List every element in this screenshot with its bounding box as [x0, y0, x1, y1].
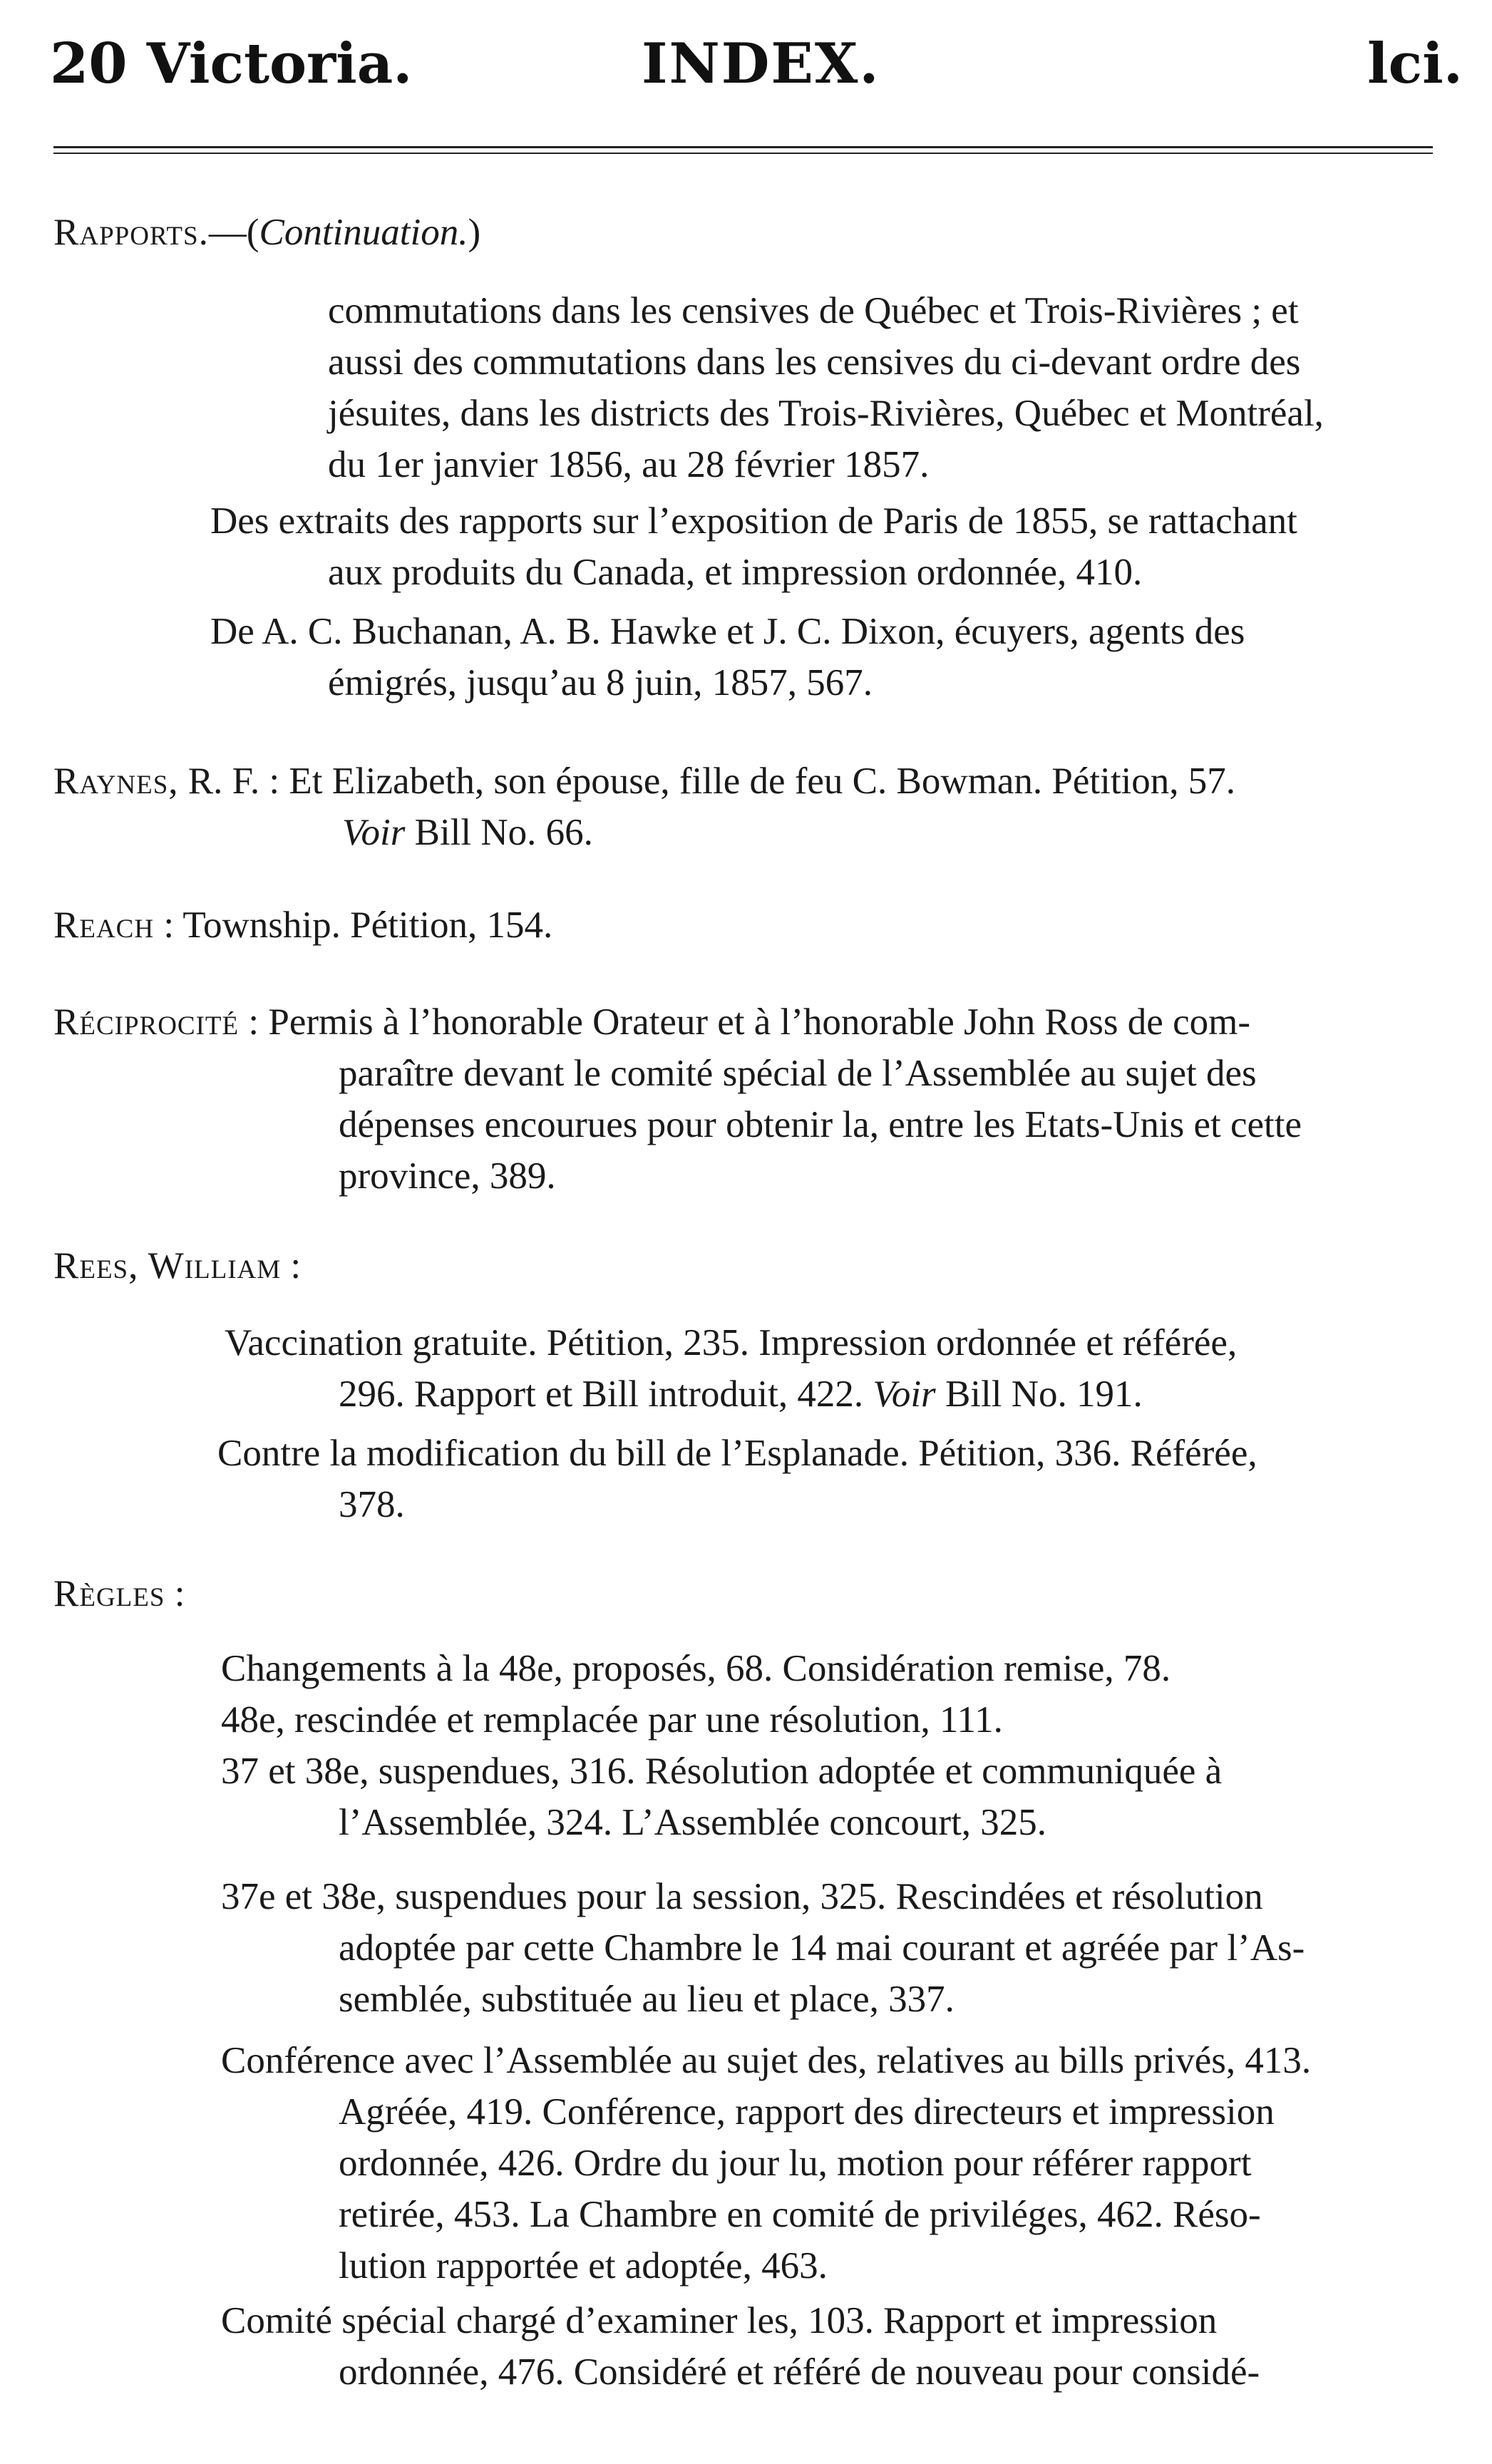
text-line: Bill No. 66.	[405, 812, 593, 853]
text-line: aux produits du Canada, et impression ordonnée, 410.	[328, 552, 1143, 593]
entry-raynes	[53, 756, 1235, 807]
entry-regles-text-2b	[339, 1922, 1305, 2025]
text-line: Agréée, 419. Conférence, rapport des directeurs et impression	[339, 2091, 1275, 2133]
text-line: 378.	[339, 1484, 405, 1525]
text-line: aussi des commutations dans les censives du ci-devant ordre des	[328, 341, 1301, 383]
entry-regles-text-1	[221, 1643, 1222, 1797]
text-line: ordonnée, 476. Considéré et référé de nouveau pour considé-	[339, 2351, 1260, 2393]
text-line: 48e, rescindée et remplacée par une résolution, 111.	[221, 1699, 1003, 1741]
entry-regles-text-3a	[221, 2035, 1311, 2086]
text-line: De A. C. Buchanan, A. B. Hawke et J. C. Dixon, écuyers, agents des	[210, 611, 1245, 652]
entry-regles-text-4a	[221, 2295, 1217, 2346]
text-line: retirée, 453. La Chambre en comité de priviléges, 462. Réso-	[339, 2194, 1261, 2235]
entry-heading-close: )	[468, 212, 481, 253]
text-line: dépenses encourues pour obtenir la, entre les Etats-Unis et cette	[339, 1104, 1302, 1145]
entry-regles-text-4b	[339, 2346, 1260, 2398]
entry-reciprocite	[53, 996, 1250, 1048]
text-line: Comité spécial chargé d’examiner les, 103. Rapport et impression	[221, 2300, 1218, 2341]
text-line: 296. Rapport et Bill introduit, 422.	[339, 1373, 873, 1415]
entry-rees-text-1b	[339, 1368, 1143, 1420]
entry-regles-heading	[53, 1568, 185, 1619]
entry-rapports-text-2b	[328, 547, 1142, 598]
entry-heading: Rapports.	[53, 212, 209, 253]
text-line: Contre la modification du bill de l’Esplanade. Pétition, 336. Référée,	[217, 1433, 1257, 1474]
entry-heading: Reach	[53, 904, 155, 946]
text-line: : Permis à l’honorable Orateur et à l’honorable John Ross de com-	[239, 1001, 1250, 1043]
text-line: province, 389.	[339, 1155, 556, 1197]
text-line: commutations dans les censives de Québec et Trois-Rivières ; et	[328, 290, 1299, 331]
entry-reach	[53, 899, 552, 951]
text-line: jésuites, dans les districts des Trois-Rivières, Québec et Montréal,	[328, 393, 1324, 434]
text-line: ordonnée, 426. Ordre du jour lu, motion pour référer rapport	[339, 2143, 1252, 2184]
entry-rees-text-1a	[225, 1317, 1237, 1368]
text-line: 37 et 38e, suspendues, 316. Résolution adoptée et communiquée à	[221, 1751, 1223, 1792]
text-line: semblée, substituée au lieu et place, 337.	[339, 1979, 955, 2020]
entry-rapports-text-3b	[328, 657, 873, 708]
text-line: adoptée par cette Chambre le 14 mai courant et agréée par l’As-	[339, 1927, 1305, 1969]
entry-rapports-text-3a	[210, 606, 1245, 657]
text-line: paraître devant le comité spécial de l’Assemblée au sujet des	[339, 1053, 1257, 1094]
text-line: Bill No. 191.	[935, 1373, 1143, 1415]
entry-reciprocite-cont	[339, 1048, 1302, 1202]
entry-heading: Rees, William	[53, 1245, 282, 1287]
header-volume: 20 Victoria.	[50, 31, 413, 96]
entry-heading: Raynes,	[53, 761, 179, 802]
entry-rapports-text-2a	[210, 495, 1297, 547]
entry-rees-heading	[53, 1240, 301, 1292]
entry-rapports-heading	[53, 207, 480, 258]
header-page-number: lci.	[1367, 31, 1463, 96]
header-rule	[53, 146, 1433, 148]
header-title: INDEX.	[642, 31, 880, 96]
entry-regles-text-2a	[221, 1871, 1263, 1922]
text-line: Conférence avec l’Assemblée au sujet des, relatives au bills privés, 413.	[221, 2040, 1312, 2081]
text-line: émigrés, jusqu’au 8 juin, 1857, 567.	[328, 662, 873, 703]
entry-rees-text-2a	[217, 1428, 1257, 1479]
text-line: l’Assemblée, 324. L’Assemblée concourt, 325.	[339, 1802, 1047, 1843]
entry-rees-text-2b	[339, 1479, 405, 1530]
text-line: lution rapportée et adoptée, 463.	[339, 2245, 828, 2287]
text-line: Des extraits des rapports sur l’exposition de Paris de 1855, se rattachant	[210, 500, 1297, 542]
entry-regles-text-1b	[339, 1797, 1046, 1848]
entry-heading-colon: :	[281, 1245, 302, 1287]
voir-label: Voir	[342, 812, 406, 853]
text-line: Vaccination gratuite. Pétition, 235. Impression ordonnée et référée,	[225, 1322, 1238, 1364]
entry-heading: Règles	[53, 1573, 165, 1614]
entry-regles-text-3b	[339, 2086, 1275, 2292]
entry-heading: Réciprocité	[53, 1001, 240, 1043]
entry-raynes-voir	[342, 807, 593, 858]
continuation-label: Continuation.	[259, 212, 468, 253]
entry-heading-dash: —(	[208, 212, 259, 253]
text-line: 37e et 38e, suspendues pour la session, 325. Rescindées et résolution	[221, 1876, 1263, 1917]
text-line: : Township. Pétition, 154.	[154, 904, 553, 946]
text-line: du 1er janvier 1856, au 28 février 1857.	[328, 444, 930, 485]
text-line: R. F. : Et Elizabeth, son épouse, fille de feu C. Bowman. Pétition, 57.	[187, 761, 1236, 802]
entry-heading-colon: :	[165, 1573, 185, 1614]
entry-rapports-text-1	[328, 285, 1324, 490]
header-rule-secondary	[53, 153, 1433, 154]
text-line: Changements à la 48e, proposés, 68. Considération remise, 78.	[221, 1648, 1171, 1689]
voir-label: Voir	[873, 1373, 936, 1415]
